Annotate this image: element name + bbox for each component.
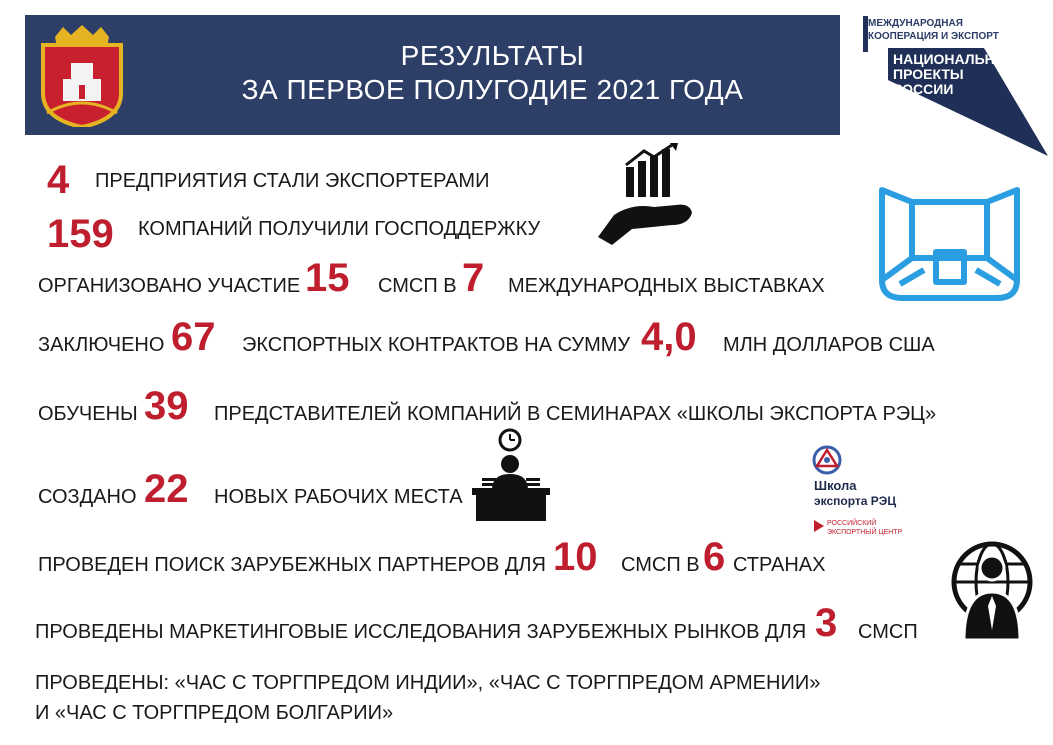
partners-suffix: СТРАНАХ — [733, 554, 826, 576]
partners-countries-number: 6 — [703, 535, 726, 579]
header-banner — [25, 15, 840, 135]
jobs-prefix: СОЗДАНО — [38, 486, 137, 508]
partners-middle: СМСП В — [621, 554, 700, 576]
jobs-suffix: НОВЫХ РАБОЧИХ МЕСТА — [214, 486, 463, 508]
events-line2: И «ЧАС С ТОРГПРЕДОМ БОЛГАРИИ» — [35, 702, 394, 724]
np-logo-line4: ПРОЕКТЫ — [893, 66, 964, 82]
office-worker-desk-icon — [468, 428, 553, 523]
support-number: 159 — [47, 212, 114, 256]
region-crest-icon — [33, 23, 131, 127]
exhibitions-count-number: 7 — [462, 256, 485, 300]
global-network-person-icon — [946, 540, 1038, 640]
partners-prefix: ПРОВЕДЕН ПОИСК ЗАРУБЕЖНЫХ ПАРТНЕРОВ ДЛЯ — [38, 554, 546, 576]
trained-prefix: ОБУЧЕНЫ — [38, 403, 138, 425]
np-logo-line2: КООПЕРАЦИЯ И ЭКСПОРТ — [868, 31, 999, 42]
contracts-middle: ЭКСПОРТНЫХ КОНТРАКТОВ НА СУММУ — [242, 334, 631, 356]
rec-logo-line2: ЭКСПОРТНЫЙ ЦЕНТР — [827, 529, 903, 536]
contracts-number: 67 — [171, 315, 216, 359]
research-number: 3 — [815, 601, 838, 645]
jobs-number: 22 — [144, 467, 189, 511]
research-prefix: ПРОВЕДЕНЫ МАРКЕТИНГОВЫЕ ИССЛЕДОВАНИЯ ЗАРУБЕЖНЫХ РЫНКОВ ДЛЯ — [35, 621, 807, 643]
rec-logo-icon — [814, 520, 824, 532]
school-logo-icon — [812, 445, 842, 475]
contracts-prefix: ЗАКЛЮЧЕНО — [38, 334, 165, 356]
np-logo-line3: НАЦИОНАЛЬНЫЕ — [893, 51, 1018, 67]
school-logo-line1: Школа — [814, 478, 857, 493]
school-logo-line2: экспорта РЭЦ — [814, 494, 897, 508]
exhibitions-smsp-number: 15 — [305, 256, 350, 300]
events-line1: ПРОВЕДЕНЫ: «ЧАС С ТОРГПРЕДОМ ИНДИИ», «ЧАС С ТОРГПРЕДОМ АРМЕНИИ» — [35, 672, 821, 694]
exporters-text: ПРЕДПРИЯТИЯ СТАЛИ ЭКСПОРТЕРАМИ — [95, 170, 490, 192]
partners-smsp-number: 10 — [553, 535, 598, 579]
np-logo-line1: МЕЖДУНАРОДНАЯ — [868, 18, 963, 29]
page-title-line2: ЗА ПЕРВОЕ ПОЛУГОДИЕ 2021 ГОДА — [241, 74, 744, 105]
exhibitions-middle: СМСП В — [378, 275, 457, 297]
support-text: КОМПАНИЙ ПОЛУЧИЛИ ГОСПОДДЕРЖКУ — [138, 218, 541, 240]
page-title-line1: РЕЗУЛЬТАТЫ — [400, 40, 585, 71]
growth-chart-hand-icon — [592, 143, 697, 248]
exhibitions-prefix: ОРГАНИЗОВАНО УЧАСТИЕ — [38, 275, 301, 297]
exhibitions-suffix: МЕЖДУНАРОДНЫХ ВЫСТАВКАХ — [508, 275, 825, 297]
exhibition-hall-icon — [872, 180, 1027, 305]
exporters-number: 4 — [47, 158, 70, 202]
contracts-suffix: МЛН ДОЛЛАРОВ США — [723, 334, 935, 356]
research-suffix: СМСП — [858, 621, 918, 643]
contracts-sum: 4,0 — [641, 315, 697, 359]
np-logo-line5: РОССИИ — [893, 81, 954, 97]
trained-suffix: ПРЕДСТАВИТЕЛЕЙ КОМПАНИЙ В СЕМИНАРАХ «ШКОЛЫ ЭКСПОРТА РЭЦ» — [214, 403, 937, 425]
rec-logo-line1: РОССИЙСКИЙ — [827, 520, 877, 527]
trained-number: 39 — [144, 384, 189, 428]
